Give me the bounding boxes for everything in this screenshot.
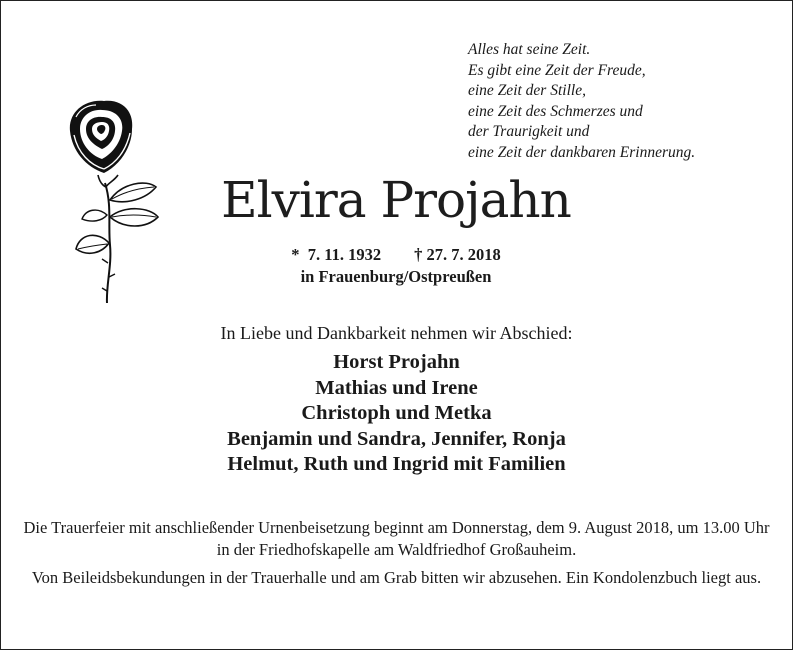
poem-line: Es gibt eine Zeit der Freude, xyxy=(468,61,646,79)
mourners-list xyxy=(0,350,793,478)
poem xyxy=(468,40,695,163)
farewell-intro: In Liebe und Dankbarkeit nehmen wir Abschied: xyxy=(220,323,573,343)
mourner-line: Helmut, Ruth und Ingrid mit Familien xyxy=(227,453,566,475)
deceased-name: Elvira Projahn xyxy=(221,171,571,229)
poem-line: eine Zeit des Schmerzes und xyxy=(468,102,643,120)
poem-line: eine Zeit der Stille, xyxy=(468,82,586,99)
life-dates xyxy=(200,244,592,288)
mourner-line: Mathias und Irene xyxy=(315,376,478,399)
condolences-text: Von Beileidsbekundungen in der Trauerhalle und am Grab bitten wir abzusehen. Ein Kondolenzbuch liegt aus. xyxy=(31,568,762,587)
ceremony-text: Die Trauerfeier mit anschließender Urnenbeisetzung beginnt am Donnerstag, dem 9. August 2018, um 13.00 Uhr in der Friedhofskapelle am Waldfriedhof Großauheim. xyxy=(23,518,770,559)
birth-death-dates: * 7. 11. 1932 † 27. 7. 2018 xyxy=(291,245,501,264)
poem-line: eine Zeit der dankbaren Erinnerung. xyxy=(468,143,696,161)
mourner-line: Benjamin und Sandra, Jennifer, Ronja xyxy=(227,427,566,450)
mourner-line: Christoph und Metka xyxy=(301,402,492,424)
rose-icon xyxy=(60,95,170,307)
poem-line: der Traurigkeit und xyxy=(468,123,590,140)
poem-line: Alles hat seine Zeit. xyxy=(468,41,591,58)
birthplace: in Frauenburg/Ostpreußen xyxy=(300,267,492,286)
funeral-notice xyxy=(20,517,773,596)
mourner-line: Horst Projahn xyxy=(333,351,460,373)
